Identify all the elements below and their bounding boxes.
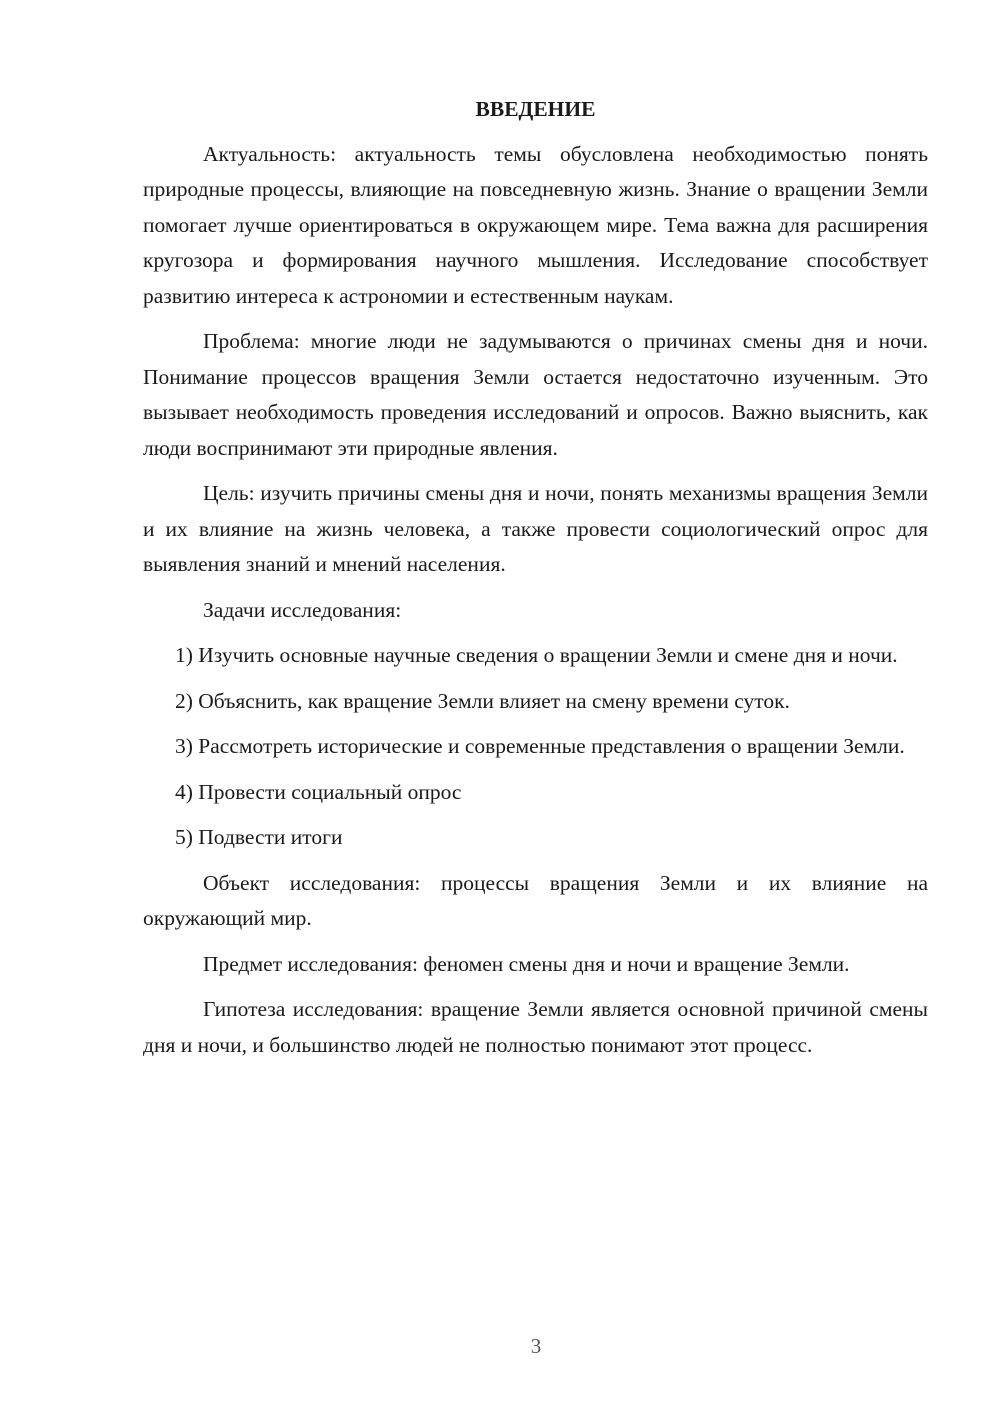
list-item: 4) Провести социальный опрос (175, 779, 462, 804)
subject-paragraph: Предмет исследования: феномен смены дня и ночи и вращение Земли. (203, 951, 850, 976)
hypothesis-paragraph: Гипотеза исследования: вращение Земли является основной причиной смены дня и ночи, и большинство людей не полностью понимают этот процесс. (143, 997, 928, 1057)
page-number: 3 (530, 1334, 542, 1358)
list-item: 3) Рассмотреть исторические и современные представления о вращении Земли. (175, 734, 905, 758)
tasks-list (143, 638, 928, 856)
relevance-paragraph: Актуальность: актуальность темы обусловлена необходимостью понять природные процессы, влияющие на повседневную жизнь. Знание о вращении Земли помогает лучше ориентироваться в окружающем мире. Тема важна для расширения кругозора и формирования научного мышления. Исследование способствует развитию интереса к астрономии и естественным наукам. (143, 141, 928, 308)
list-item: 2) Объяснить, как вращение Земли влияет на смену времени суток. (175, 688, 790, 713)
document-page (143, 92, 928, 1073)
tasks-heading: Задачи исследования: (203, 597, 402, 622)
object-paragraph: Объект исследования: процессы вращения Земли и их влияние на окружающий мир. (143, 870, 928, 930)
problem-paragraph: Проблема: многие люди не задумываются о причинах смены дня и ночи. Понимание процессов вращения Земли остается недостаточно изученным. Это вызывает необходимость проведения исследований и опросов. Важно выяснить, как люди воспринимают эти природные явления. (143, 329, 928, 460)
section-title: ВВЕДЕНИЕ (475, 97, 596, 121)
goal-paragraph: Цель: изучить причины смены дня и ночи, понять механизмы вращения Земли и их влияние на жизнь человека, а также провести социологический опрос для выявления знаний и мнений населения. (143, 481, 928, 576)
list-item: 5) Подвести итоги (175, 825, 343, 849)
list-item: 1) Изучить основные научные сведения о вращении Земли и смене дня и ночи. (175, 643, 898, 667)
